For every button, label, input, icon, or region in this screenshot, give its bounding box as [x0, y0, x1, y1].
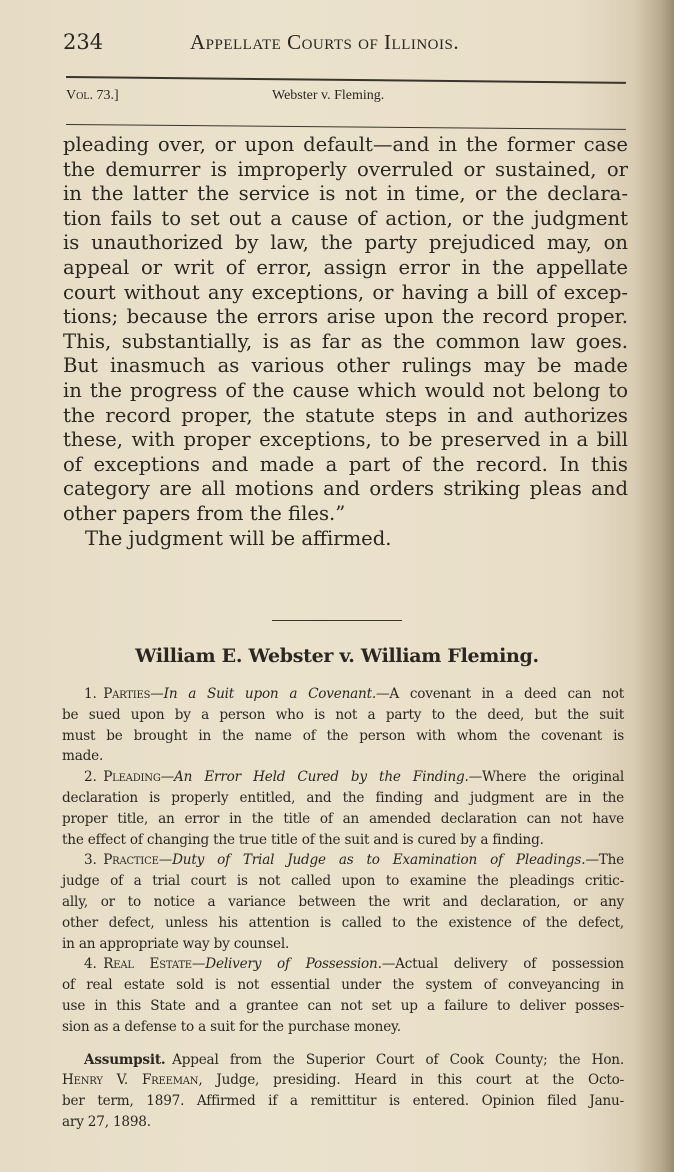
- judge-name: Henry V. Freeman,: [62, 1072, 203, 1089]
- conclusion: The judgment will be affirmed.: [85, 526, 392, 550]
- syllabus-lead: Assumpsit.: [84, 1051, 166, 1068]
- syllabus-text: Appeal from the Superior Court of Cook County; the Hon.: [172, 1051, 624, 1068]
- body-line: the demurrer is improperly overruled or sustained, or: [63, 157, 628, 181]
- headnote-number: 1.: [84, 686, 97, 702]
- syllabus-text: Judge, presiding. Heard in this court at the Octo-: [216, 1072, 624, 1089]
- body-line: in the progress of the cause which would not belong to: [63, 378, 628, 402]
- body-line: pleading over, or upon default—and in the former case: [63, 133, 628, 156]
- headnote-line: the effect of changing the true title of the suit and is cured by a finding.: [62, 831, 544, 848]
- headnote-first-line: [62, 954, 624, 975]
- subheader-rule: [66, 124, 626, 130]
- syllabus-line: [62, 1070, 624, 1091]
- syllabus-line: ary 27, 1898.: [62, 1113, 151, 1130]
- headnote-line: ally, or to notice a variance between the writ and declaration, or any: [62, 893, 624, 910]
- headnote-first-line: [62, 684, 624, 705]
- headnote-line: declaration is properly entitled, and the finding and judgment are in the: [62, 789, 624, 806]
- case-title: William E. Webster v. William Fleming.: [135, 645, 539, 667]
- body-line: tions; because the errors arise upon the record proper.: [63, 305, 628, 329]
- headnote-line: must be brought in the name of the person with whom the covenant is: [62, 727, 624, 744]
- body-line: other papers from the files.”: [63, 501, 346, 525]
- body-line: category are all motions and orders striking pleas and: [63, 477, 628, 501]
- headnotes: [62, 684, 624, 1133]
- body-line: court without any exceptions, or having a bill of excep-: [63, 280, 628, 304]
- body-line: This, substantially, is as far as the common law goes.: [63, 329, 628, 353]
- running-title: Appellate Courts of Illinois.: [190, 30, 460, 54]
- syllabus-line: ber term, 1897. Affirmed if a remittitur is entered. Opinion filed Janu-: [62, 1093, 624, 1110]
- headnote-label: Real Estate: [103, 956, 192, 973]
- headnote-line: of real estate sold is not essential under the system of conveyancing in: [62, 977, 624, 994]
- headnote-text: Where the original: [482, 769, 624, 786]
- body-line: these, with proper exceptions, to be preserved in a bill: [63, 428, 628, 452]
- headnote-line: judge of a trial court is not called upon to examine the pleadings critic-: [62, 873, 624, 890]
- headnote-first-line: [62, 767, 624, 788]
- header-rule: [66, 76, 626, 83]
- headnote-topic: —In a Suit upon a Covenant.—: [150, 686, 390, 702]
- headnote-label: Parties: [103, 686, 151, 702]
- headnote-topic: —Duty of Trial Judge as to Examination of Pleadings.—: [158, 852, 599, 869]
- headnote-line: made.: [62, 748, 104, 765]
- body-line: appeal or writ of error, assign error in the appellate: [63, 255, 628, 279]
- headnote-line: use in this State and a grantee can not set up a failure to deliver posses-: [62, 997, 624, 1014]
- headnote-topic: —Delivery of Possession.—: [191, 956, 396, 973]
- syllabus-first-line: [62, 1050, 624, 1071]
- headnote-topic: —An Error Held Cured by the Finding.—: [160, 769, 483, 786]
- headnote-text: The: [598, 852, 624, 869]
- case-short-title: Webster v. Fleming.: [272, 88, 385, 103]
- headnote-text: Actual delivery of possession: [395, 956, 624, 973]
- body-line: tion fails to set out a cause of action, or the judgment: [63, 206, 628, 230]
- headnote-line: be sued upon by a person who is not a party to the deed, but the suit: [62, 706, 624, 723]
- headnote-number: 4.: [84, 956, 97, 973]
- body-line: of exceptions and made a part of the record. In this: [63, 452, 628, 476]
- headnote-line: in an appropriate way by counsel.: [62, 935, 290, 952]
- headnote-number: 2.: [84, 769, 97, 786]
- headnote-text: A covenant in a deed can not: [389, 686, 624, 702]
- opinion-text: [63, 133, 628, 551]
- headnote-line: proper title, an error in the title of an amended declaration can not have: [62, 810, 624, 827]
- headnote-label: Practice: [103, 852, 159, 869]
- body-line: But inasmuch as various other rulings may be made: [63, 354, 628, 378]
- headnote-first-line: [62, 850, 624, 871]
- page-number: 234: [63, 30, 104, 54]
- headnote-number: 3.: [84, 852, 97, 869]
- headnote-label: Pleading: [103, 769, 161, 786]
- body-line: in the latter the service is not in time, or the declara-: [63, 182, 628, 206]
- body-line: the record proper, the statute steps in and authorizes: [63, 403, 628, 427]
- section-divider: [272, 620, 402, 621]
- volume-label: Vol. 73.]: [66, 88, 119, 103]
- headnote-line: other defect, unless his attention is called to the existence of the defect,: [62, 914, 624, 931]
- headnote-line: sion as a defense to a suit for the purchase money.: [62, 1018, 401, 1035]
- body-line: is unauthorized by law, the party prejudiced may, on: [63, 231, 628, 255]
